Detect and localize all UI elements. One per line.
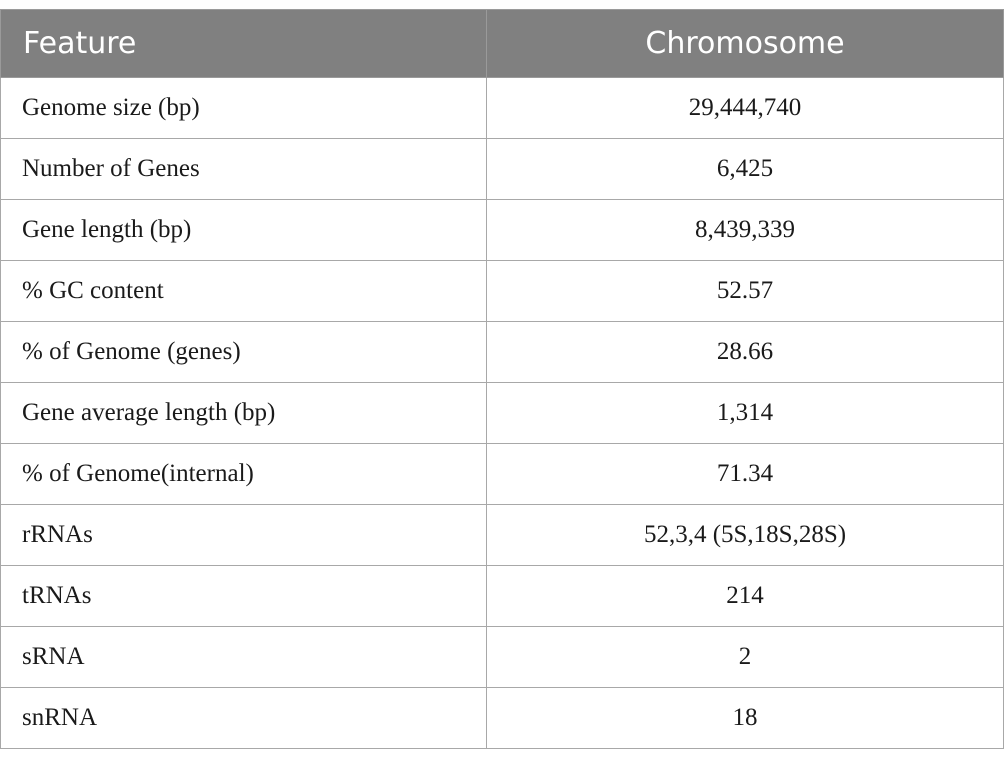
- table-header: [1, 10, 1004, 78]
- value-cell: 71.34: [487, 444, 1004, 505]
- header-feature: Feature: [1, 10, 487, 78]
- value-cell: 18: [487, 688, 1004, 749]
- header-chromosome: Chromosome: [487, 10, 1004, 78]
- value-cell: 2: [487, 627, 1004, 688]
- table-row: [1, 322, 1004, 383]
- table-body: [1, 78, 1004, 749]
- feature-cell: % of Genome (genes): [1, 322, 487, 383]
- feature-cell: rRNAs: [1, 505, 487, 566]
- value-cell: 29,444,740: [487, 78, 1004, 139]
- table-row: [1, 200, 1004, 261]
- value-cell: 6,425: [487, 139, 1004, 200]
- feature-cell: Number of Genes: [1, 139, 487, 200]
- feature-cell: tRNAs: [1, 566, 487, 627]
- value-cell: 8,439,339: [487, 200, 1004, 261]
- feature-cell: Gene average length (bp): [1, 383, 487, 444]
- value-cell: 28.66: [487, 322, 1004, 383]
- genome-features-table: [0, 9, 1004, 749]
- feature-cell: snRNA: [1, 688, 487, 749]
- value-cell: 52,3,4 (5S,18S,28S): [487, 505, 1004, 566]
- table-row: [1, 444, 1004, 505]
- feature-cell: % GC content: [1, 261, 487, 322]
- value-cell: 1,314: [487, 383, 1004, 444]
- feature-cell: Gene length (bp): [1, 200, 487, 261]
- table-row: [1, 505, 1004, 566]
- value-cell: 214: [487, 566, 1004, 627]
- header-row: [1, 10, 1004, 78]
- table-row: [1, 261, 1004, 322]
- feature-cell: % of Genome(internal): [1, 444, 487, 505]
- value-cell: 52.57: [487, 261, 1004, 322]
- table-row: [1, 78, 1004, 139]
- table-row: [1, 383, 1004, 444]
- table-row: [1, 566, 1004, 627]
- table-row: [1, 688, 1004, 749]
- feature-cell: sRNA: [1, 627, 487, 688]
- table-row: [1, 139, 1004, 200]
- table-row: [1, 627, 1004, 688]
- feature-cell: Genome size (bp): [1, 78, 487, 139]
